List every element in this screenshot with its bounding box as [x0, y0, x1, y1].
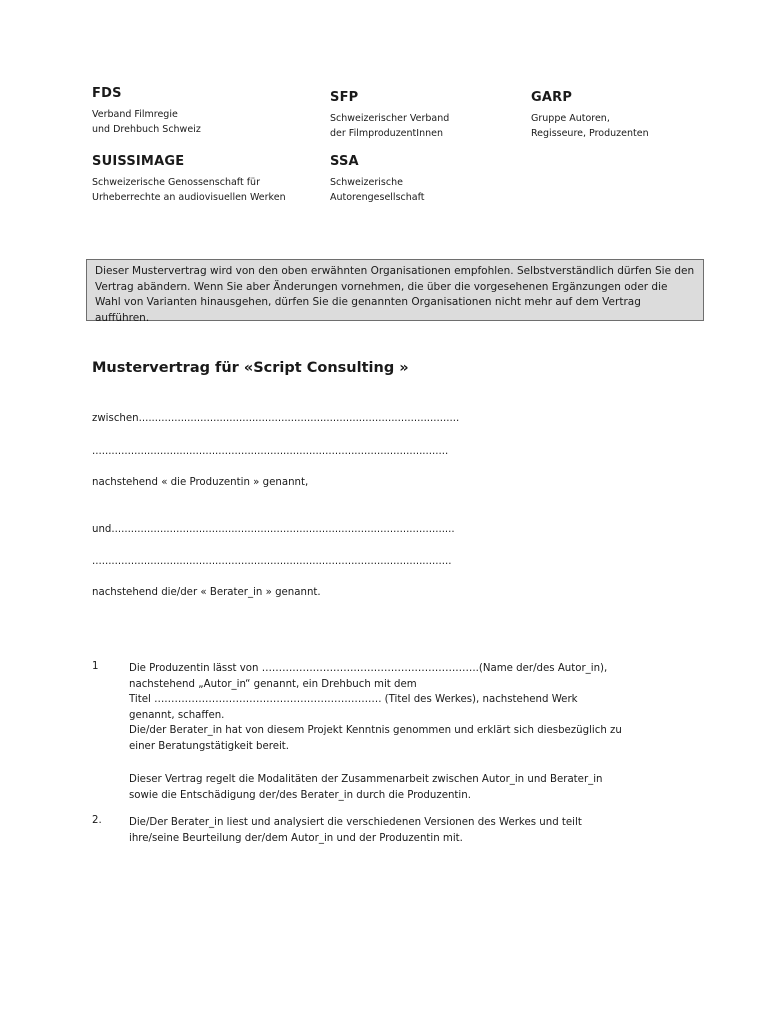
org-ssa: [330, 154, 425, 205]
org-desc: Verband Filmregie und Drehbuch Schweiz: [92, 109, 201, 135]
org-suissimage: [92, 154, 286, 205]
party-between-line-2: ..............................................................................................................: [92, 446, 449, 457]
org-desc: Schweizerischer Verband der FilmproduzentInnen: [330, 113, 450, 139]
org-abbr: SUISSIMAGE: [92, 154, 185, 169]
party-between-line: zwischen...................................................................................................: [92, 413, 460, 424]
clause-number: 2.: [92, 815, 102, 826]
org-abbr: GARP: [531, 90, 573, 105]
org-abbr: FDS: [92, 86, 122, 101]
org-desc: Schweizerische Autorengesellschaft: [330, 177, 425, 203]
party-and-line: und..........................................................................................................: [92, 524, 455, 535]
org-fds: [92, 86, 201, 137]
org-sfp: [330, 90, 449, 141]
clause-paragraph: Die/Der Berater_in liest und analysiert die verschiedenen Versionen des Werkes und teilt ihre/seine Beurteilung der/dem Autor_in und der Produzentin mit.: [129, 817, 582, 844]
clause-paragraph: Die Produzentin lässt von ……………………………………………………….(Name der/des Autor_in), nachstehend „Autor_in“ genannt, ein Drehbuch mit dem Titel …………………………………………………………. (Titel des Werkes), nachstehend Werk genannt, schaffen. Die/der Berater_in hat von diesem Projekt Kenntnis genommen und erklärt sich diesbezüglich zu einer Beratungstätigkeit bereit.: [129, 663, 622, 752]
producer-designation: nachstehend « die Produzentin » genannt,: [92, 477, 309, 488]
org-desc: Schweizerische Genossenschaft für Urheberrechte an audiovisuellen Werken: [92, 177, 286, 203]
org-abbr: SSA: [330, 154, 359, 169]
org-garp: [531, 90, 649, 141]
party-and-line-2: ...............................................................................................................: [92, 556, 452, 567]
notice-box: Dieser Mustervertrag wird von den oben erwähnten Organisationen empfohlen. Selbstverständlich dürfen Sie den Vertrag abändern. Wenn Sie aber Änderungen vornehmen, die über die vorgesehenen Ergänzungen oder die Wahl von Varianten hinausgehen, dürfen Sie die genannten Organisationen nicht mehr auf dem Vertrag aufführen.: [86, 259, 704, 321]
clause-paragraph: Dieser Vertrag regelt die Modalitäten der Zusammenarbeit zwischen Autor_in und Berater_in sowie die Entschädigung der/des Berater_in durch die Produzentin.: [129, 774, 603, 801]
document-title: Mustervertrag für «Script Consulting »: [92, 360, 409, 376]
org-desc: Gruppe Autoren, Regisseure, Produzenten: [531, 113, 649, 139]
clause-number: 1: [92, 661, 99, 672]
consultant-designation: nachstehend die/der « Berater_in » genannt.: [92, 587, 321, 598]
org-abbr: SFP: [330, 90, 359, 105]
